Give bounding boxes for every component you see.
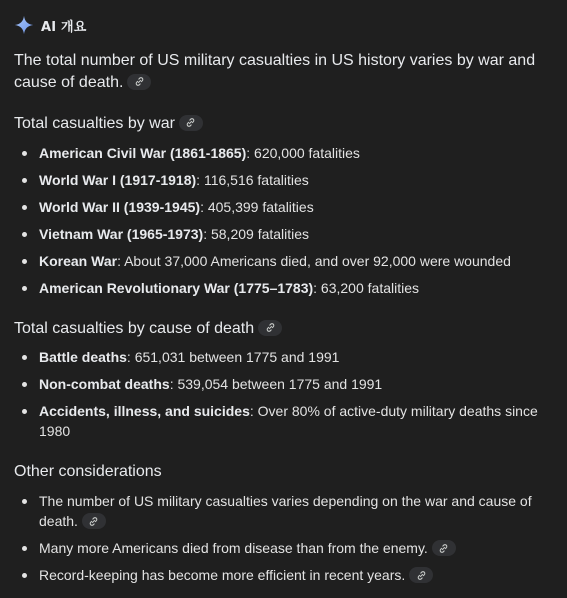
section-heading-by-cause: Total casualties by cause of death [14, 318, 282, 340]
link-icon [134, 76, 145, 87]
link-icon [88, 516, 99, 527]
list-item: World War II (1939-1945): 405,399 fatalities [14, 197, 559, 217]
list-item: World War I (1917-1918): 116,516 fatalities [14, 170, 559, 190]
ai-overview-title: AI 개요 [41, 19, 87, 35]
link-icon [185, 117, 196, 128]
intro-text: The total number of US military casualties in US history varies by war and cause of death. [14, 52, 536, 91]
list-item: Record-keeping has become more efficient in recent years. [14, 565, 559, 585]
list-item: Korean War: About 37,000 Americans died, and over 92,000 were wounded [14, 251, 559, 271]
list-casualties-by-cause [14, 347, 559, 448]
list-casualties-by-war [14, 143, 559, 305]
intro-paragraph [14, 50, 554, 94]
source-link-button[interactable] [82, 513, 106, 529]
list-item: American Civil War (1861-1865): 620,000 fatalities [14, 143, 559, 163]
link-icon [416, 570, 427, 581]
list-item: Many more Americans died from disease than from the enemy. [14, 538, 559, 558]
list-item: Battle deaths: 651,031 between 1775 and 1991 [14, 347, 559, 367]
list-item: American Revolutionary War (1775–1783): 63,200 fatalities [14, 278, 559, 298]
sparkle-icon [14, 15, 34, 35]
ai-overview-header [14, 14, 87, 36]
source-link-button[interactable] [127, 74, 151, 90]
section-heading-by-war: Total casualties by war [14, 113, 203, 135]
link-icon [438, 543, 449, 554]
list-other-considerations [14, 491, 559, 592]
list-item: Accidents, illness, and suicides: Over 80% of active-duty military deaths since 1980 [14, 401, 559, 441]
source-link-button[interactable] [409, 567, 433, 583]
section-heading-other: Other considerations [14, 463, 162, 480]
source-link-button[interactable] [432, 540, 456, 556]
link-icon [265, 322, 276, 333]
list-item: Non-combat deaths: 539,054 between 1775 and 1991 [14, 374, 559, 394]
list-item: Vietnam War (1965-1973): 58,209 fatalities [14, 224, 559, 244]
source-link-button[interactable] [179, 115, 203, 131]
source-link-button[interactable] [258, 320, 282, 336]
list-item: The number of US military casualties varies depending on the war and cause of death. [14, 491, 559, 531]
